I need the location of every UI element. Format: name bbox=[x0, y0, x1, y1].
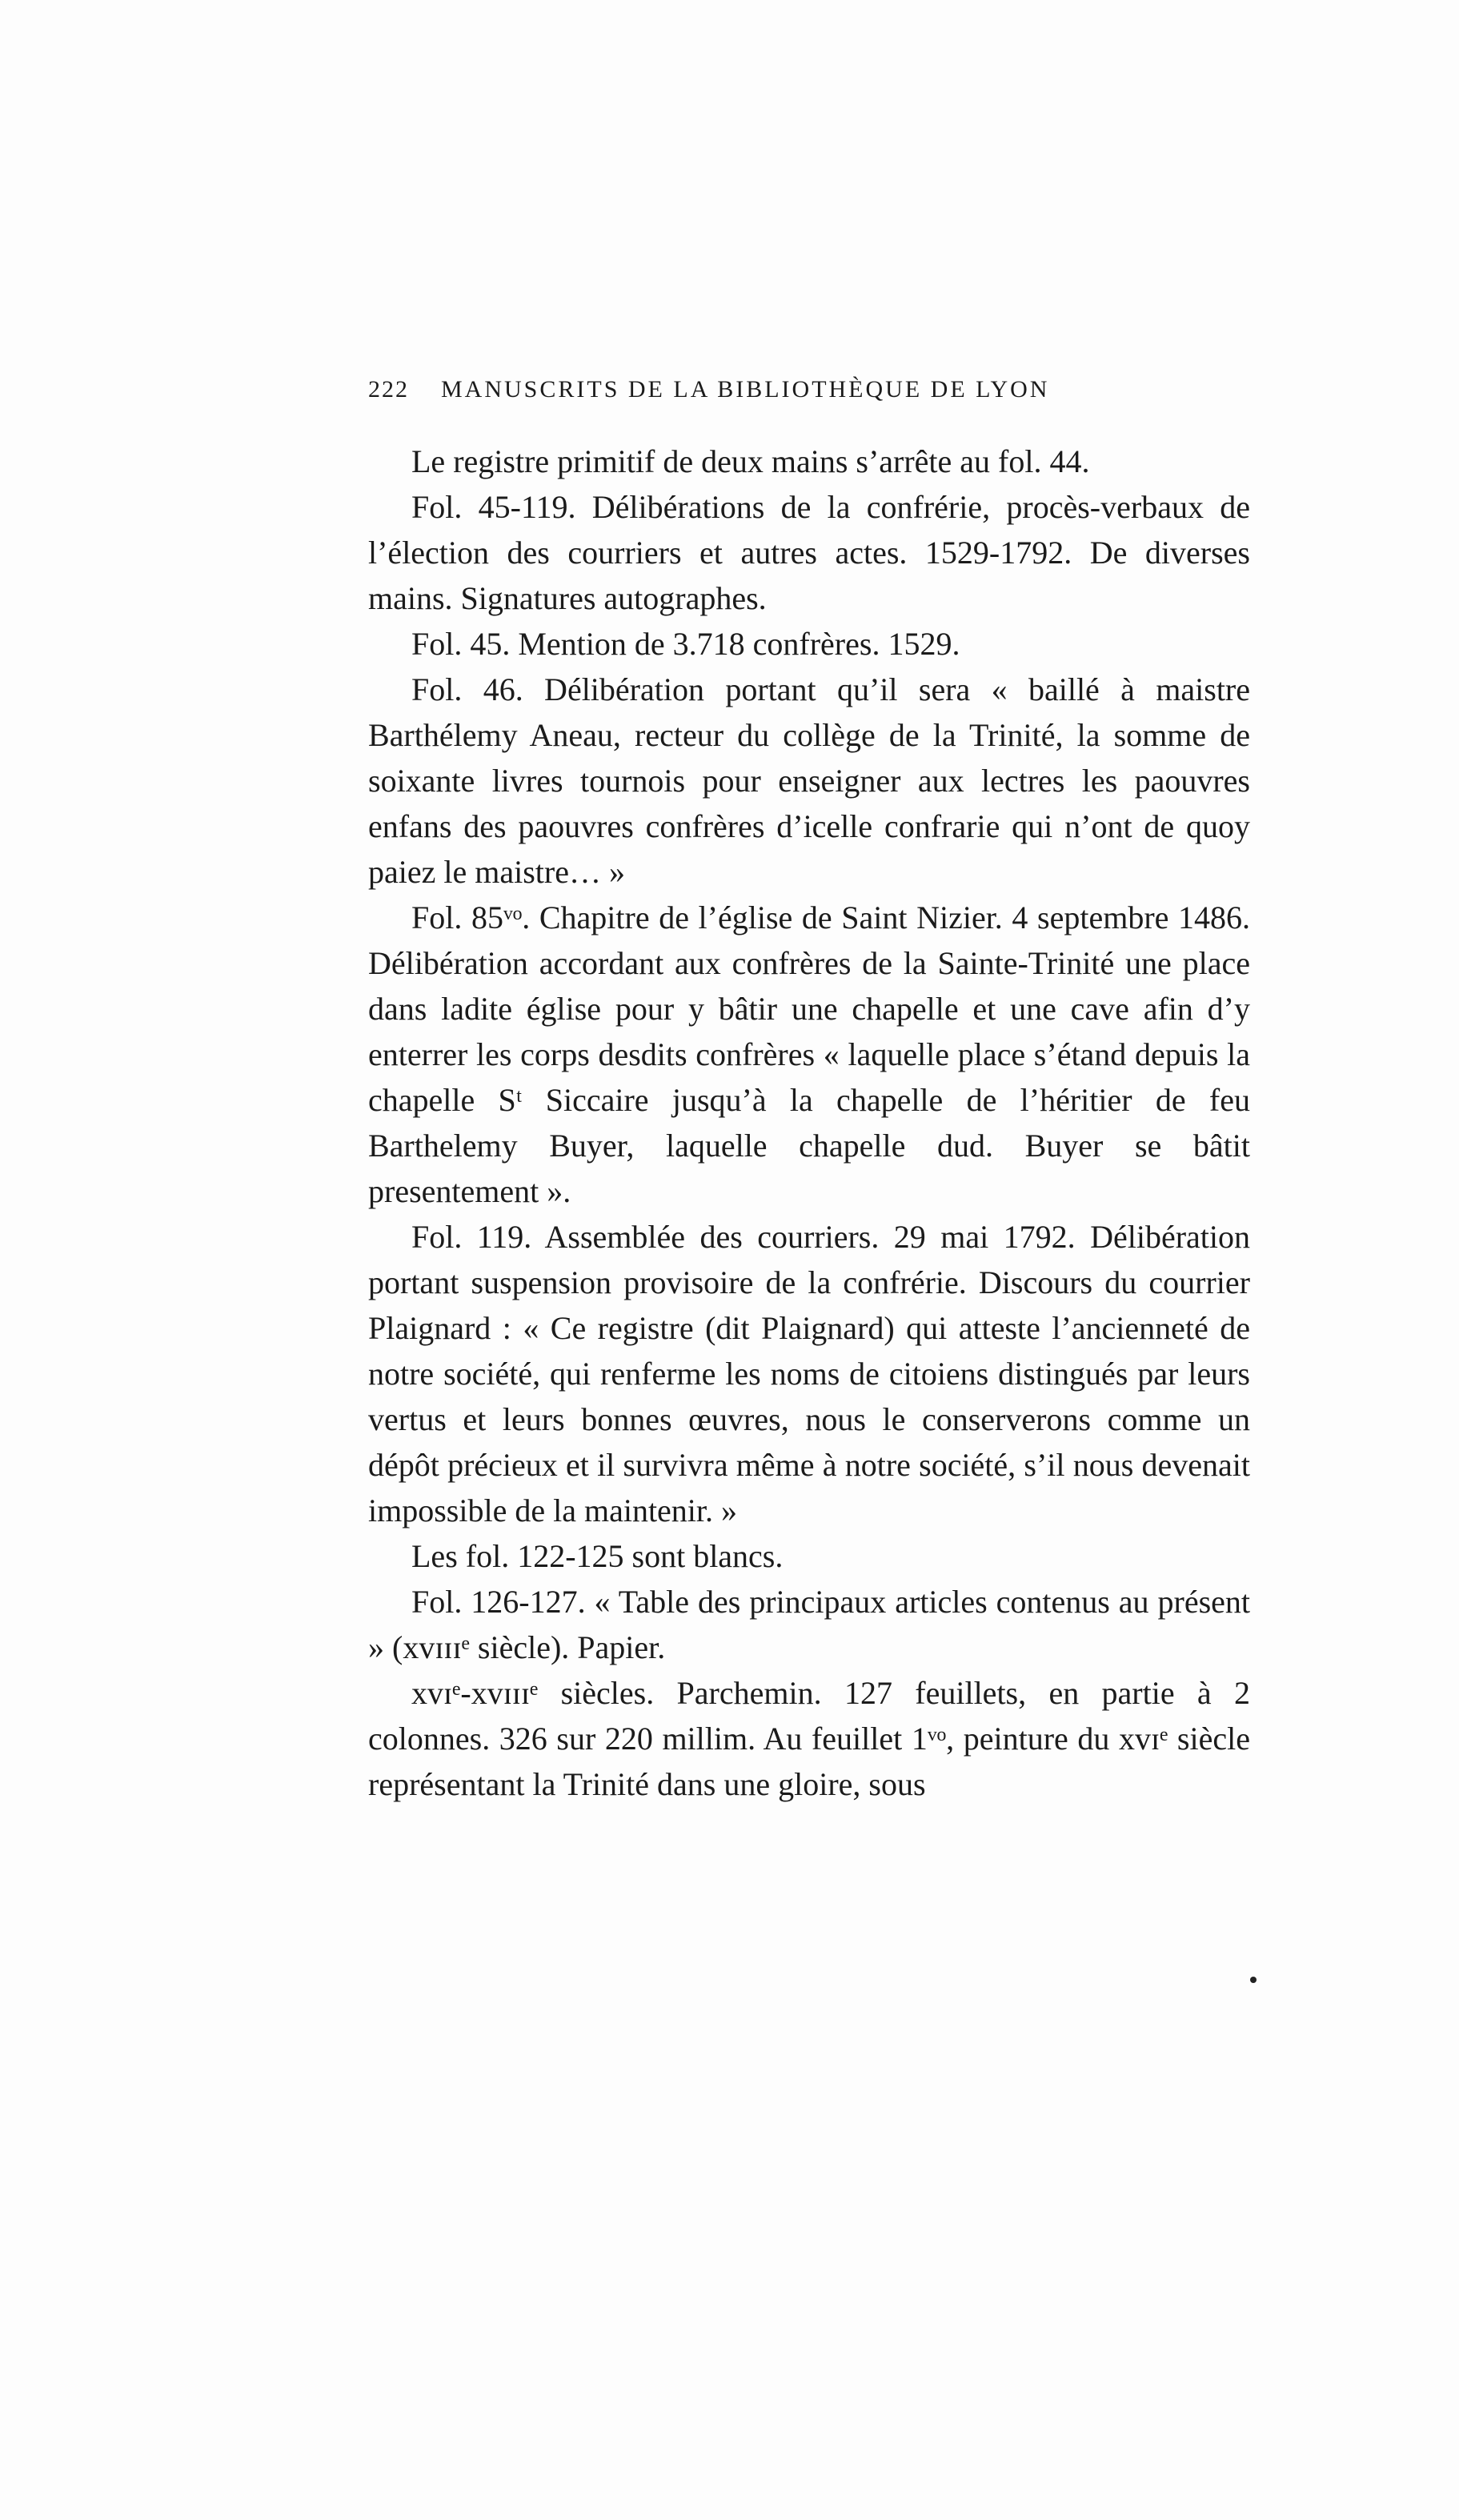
paragraph: Fol. 46. Délibération portant qu’il sera « baillé à maistre Barthélemy Aneau, recteur du collège de la Trinité, la somme de soixante livres tournois pour enseigner aux lectres les paouvres enfans des paouvres confrères d’icelle confrarie qui n’ont de quoy paiez le maistre… » bbox=[368, 671, 1250, 890]
paragraph: Le registre primitif de deux mains s’arrête au fol. 44. bbox=[411, 443, 1090, 479]
paragraph: Fol. 126-127. « Table des principaux articles contenus au présent » (xᴠɪɪɪᵉ siècle). Papier. bbox=[368, 1584, 1250, 1665]
paragraph: xᴠɪᵉ-xᴠɪɪɪᵉ siècles. Parchemin. 127 feuillets, en partie à 2 colonnes. 326 sur 220 millim. Au feuillet 1ᵛᵒ, peinture du xᴠɪᵉ siècle représentant la Trinité dans une gloire, sous bbox=[368, 1675, 1250, 1802]
paragraph: Fol. 45. Mention de 3.718 confrères. 1529. bbox=[411, 626, 960, 662]
paragraph: Fol. 119. Assemblée des courriers. 29 mai 1792. Délibération portant suspension provisoire de la confrérie. Discours du courrier Plaignard : « Ce registre (dit Plaignard) qui atteste l’ancienneté de notre société, qui renferme les noms de citoiens distingués par leurs vertus et leurs bonnes œuvres, nous le conserverons comme un dépôt précieux et il survivra même à notre société, s’il nous devenait impossible de la maintenir. » bbox=[368, 1219, 1250, 1528]
paragraph: Fol. 85ᵛᵒ. Chapitre de l’église de Saint Nizier. 4 septembre 1486. Délibération accordant aux confrères de la Sainte-Trinité une place dans ladite église pour y bâtir une chapelle et une cave afin d’y enterrer les corps desdits confrères « laquelle place s’étand depuis la chapelle Sᵗ Siccaire jusqu’à la chapelle de l’héritier de feu Barthelemy Buyer, laquelle chapelle dud. Buyer se bâtit presentement ». bbox=[368, 899, 1250, 1209]
running-head bbox=[368, 376, 1120, 416]
body-text bbox=[368, 439, 1250, 1807]
running-title: MANUSCRITS DE LA BIBLIOTHÈQUE DE LYON bbox=[441, 376, 1050, 403]
page-number: 222 bbox=[368, 376, 409, 403]
ink-speck bbox=[1250, 1977, 1257, 1983]
paragraph: Les fol. 122-125 sont blancs. bbox=[411, 1538, 784, 1574]
paragraph: Fol. 45-119. Délibérations de la confrérie, procès-verbaux de l’élection des courriers et autres actes. 1529-1792. De diverses mains. Signatures autographes. bbox=[368, 489, 1250, 616]
